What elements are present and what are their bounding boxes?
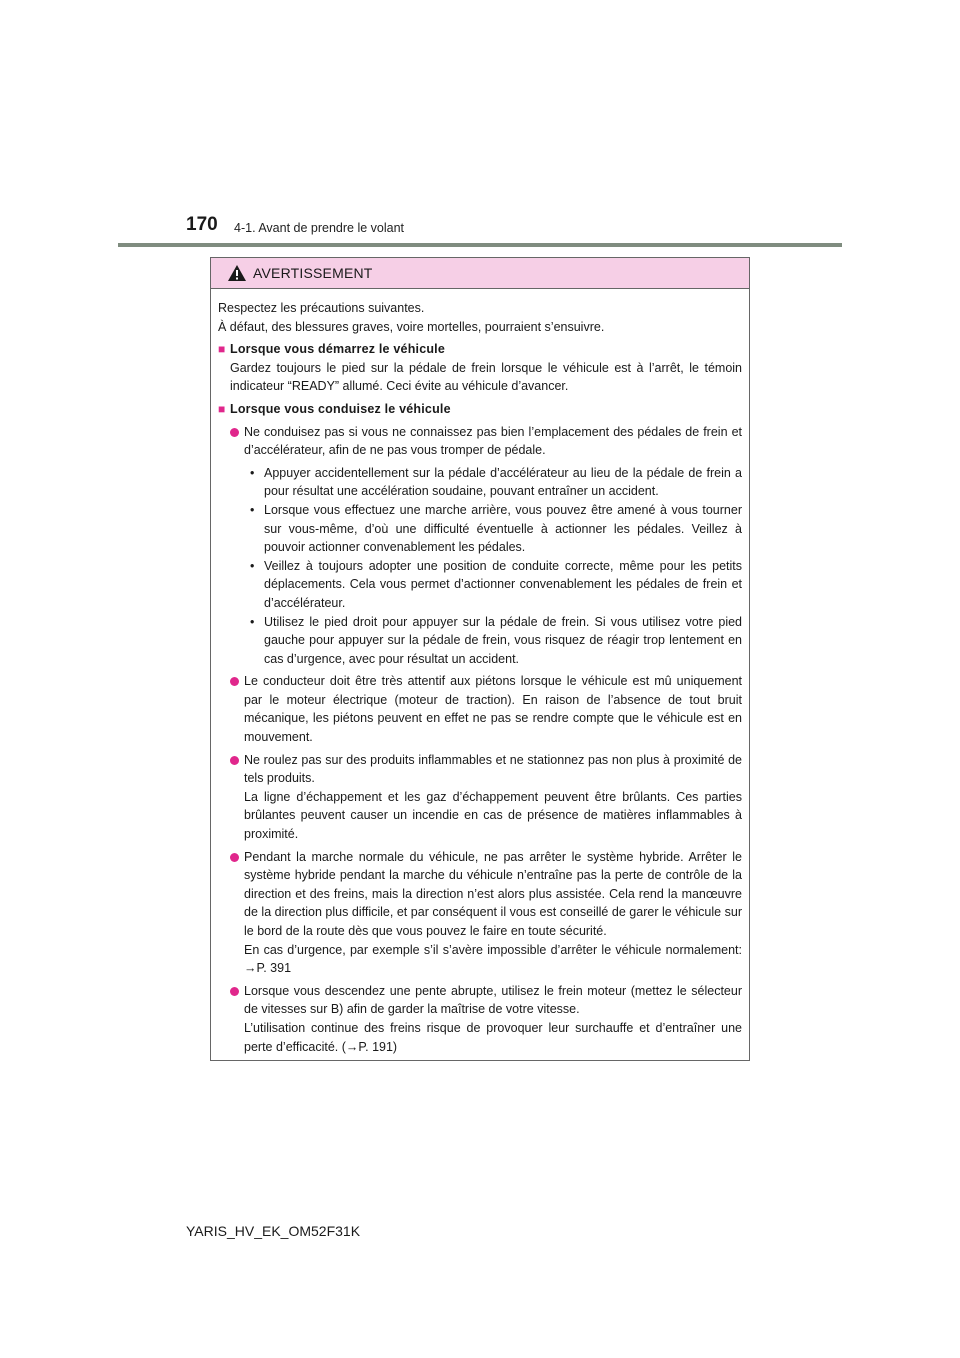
section-text: Gardez toujours le pied sur la pédale de frein lorsque le véhicule est à l’arrêt, le témoin indicateur “READY” allumé. Ceci évite au véhicule d’avancer. <box>230 360 742 394</box>
intro-line: À défaut, des blessures graves, voire mortelles, pourraient s’ensuivre. <box>218 319 605 334</box>
warning-box <box>210 257 750 1061</box>
bullet-item <box>230 982 742 1056</box>
bullet-text: Ne roulez pas sur des produits inflammables et ne stationnez pas non plus à proximité de tels produits. <box>244 752 742 786</box>
sub-item-text: Utilisez le pied droit pour appuyer sur la pédale de frein. Si vous utilisez votre pied gauche pour appuyer sur la pédale de frein, vous risquez de réagir trop lentement en cas d’urgence, avec pour résultat un accident. <box>264 614 742 666</box>
bullet-item <box>230 751 742 844</box>
bullet-text: La ligne d’échappement et les gaz d’échappement peuvent être brûlants. Ces parties brûlantes peuvent causer un incendie en cas de présence de matières inflammables à proximité. <box>244 789 742 842</box>
square-marker-icon: ■ <box>218 401 226 416</box>
bullet-text: Lorsque vous descendez une pente abrupte, utilisez le frein moteur (mettez le sélecteur de vitesses sur B) afin de garder la maîtrise de votre vitesse. <box>244 983 742 1017</box>
section-heading-text: Lorsque vous démarrez le véhicule <box>230 342 446 357</box>
bullet-text: L’utilisation continue des freins risque de provoquer leur surchauffe et d’entraîner une perte d’efficacité. (→P. 191) <box>244 1020 742 1054</box>
section-title: 4-1. Avant de prendre le volant <box>234 221 405 235</box>
section-heading-text: Lorsque vous conduisez le véhicule <box>230 401 451 416</box>
square-marker-icon: ■ <box>218 342 226 357</box>
sub-list-item: • Lorsque vous effectuez une marche arrière, vous pouvez être amené à vous tourner sur vous-même, d’où une difficulté éventuelle à actionner les pédales. Veillez à pouvoir actionner convenablement les pédales. <box>250 501 742 557</box>
bullet-item <box>230 672 742 746</box>
warning-triangle-icon <box>227 264 247 282</box>
circle-bullet-icon <box>230 677 239 686</box>
section-heading-start <box>218 340 742 359</box>
sub-list <box>244 464 742 669</box>
warning-title: AVERTISSEMENT <box>253 265 373 281</box>
warning-body <box>211 289 749 1056</box>
bullet-text: Le conducteur doit être très attentif aux piétons lorsque le véhicule est mû uniquement par le moteur électrique (moteur de traction). En raison de l’absence de tout bruit mécanique, les piétons peuvent en effet ne pas se rendre compte que le véhicule est en mouvement. <box>244 674 742 745</box>
sub-item-text: Lorsque vous effectuez une marche arrière, vous pouvez être amené à vous tourner sur vous-même, d’où une difficulté éventuelle à actionner les pédales. Veillez à pouvoir actionner convenablement les pédales. <box>264 502 742 555</box>
warning-header <box>211 258 749 289</box>
sub-list-item: • Appuyer accidentellement sur la pédale d’accélérateur au lieu de la pédale de frein a pour résultat une accélération soudaine, pouvant entraîner un accident. <box>250 464 742 501</box>
bullet-item <box>230 848 742 978</box>
sub-item-text: Appuyer accidentellement sur la pédale d’accélérateur au lieu de la pédale de frein a pour résultat une accélération soudaine, pouvant entraîner un accident. <box>264 465 742 499</box>
sub-item-text: Veillez à toujours adopter une position de conduite correcte, même pour les petits déplacements. Cela vous permet d’actionner convenablement les pédales de frein et d’accélérateur. <box>264 558 742 610</box>
circle-bullet-icon <box>230 853 239 862</box>
document-code: YARIS_HV_EK_OM52F31K <box>186 1223 361 1239</box>
circle-bullet-icon <box>230 428 239 437</box>
circle-bullet-icon <box>230 987 239 996</box>
sub-list-item: • Utilisez le pied droit pour appuyer sur la pédale de frein. Si vous utilisez votre pied gauche pour appuyer sur la pédale de frein, vous risquez de réagir trop lentement en cas d’urgence, avec pour résultat un accident. <box>250 613 742 669</box>
intro <box>218 299 742 336</box>
intro-line: Respectez les précautions suivantes. <box>218 301 425 315</box>
header-rule <box>118 243 842 247</box>
circle-bullet-icon <box>230 756 239 765</box>
bullet-text: En cas d’urgence, par exemple s’il s’avère impossible d’arrêter le véhicule normalement: →P. 391 <box>244 942 742 976</box>
page-number: 170 <box>186 214 218 235</box>
bullet-text: Ne conduisez pas si vous ne connaissez pas bien l’emplacement des pédales de frein et d’accélérateur, afin de ne pas vous tromper de pédale. <box>244 424 742 458</box>
sub-list-item: • Veillez à toujours adopter une position de conduite correcte, même pour les petits déplacements. Cela vous permet d’actionner convenablement les pédales de frein et d’accélérateur. <box>250 557 742 613</box>
bullet-item <box>230 423 742 669</box>
bullet-text: Pendant la marche normale du véhicule, ne pas arrêter le système hybride. Arrêter le système hybride pendant la marche du véhicule n’entraîne pas la perte de contrôle de la direction et des freins, mais la direction n’est alors plus assistée. Cela rend la manœuvre de la direction plus difficile, et par conséquent il vous est conseillé de garer le véhicule sur le bord de la route dès que vous pouvez le faire en toute sécurité. <box>244 849 742 938</box>
section-heading-driving <box>218 400 742 419</box>
